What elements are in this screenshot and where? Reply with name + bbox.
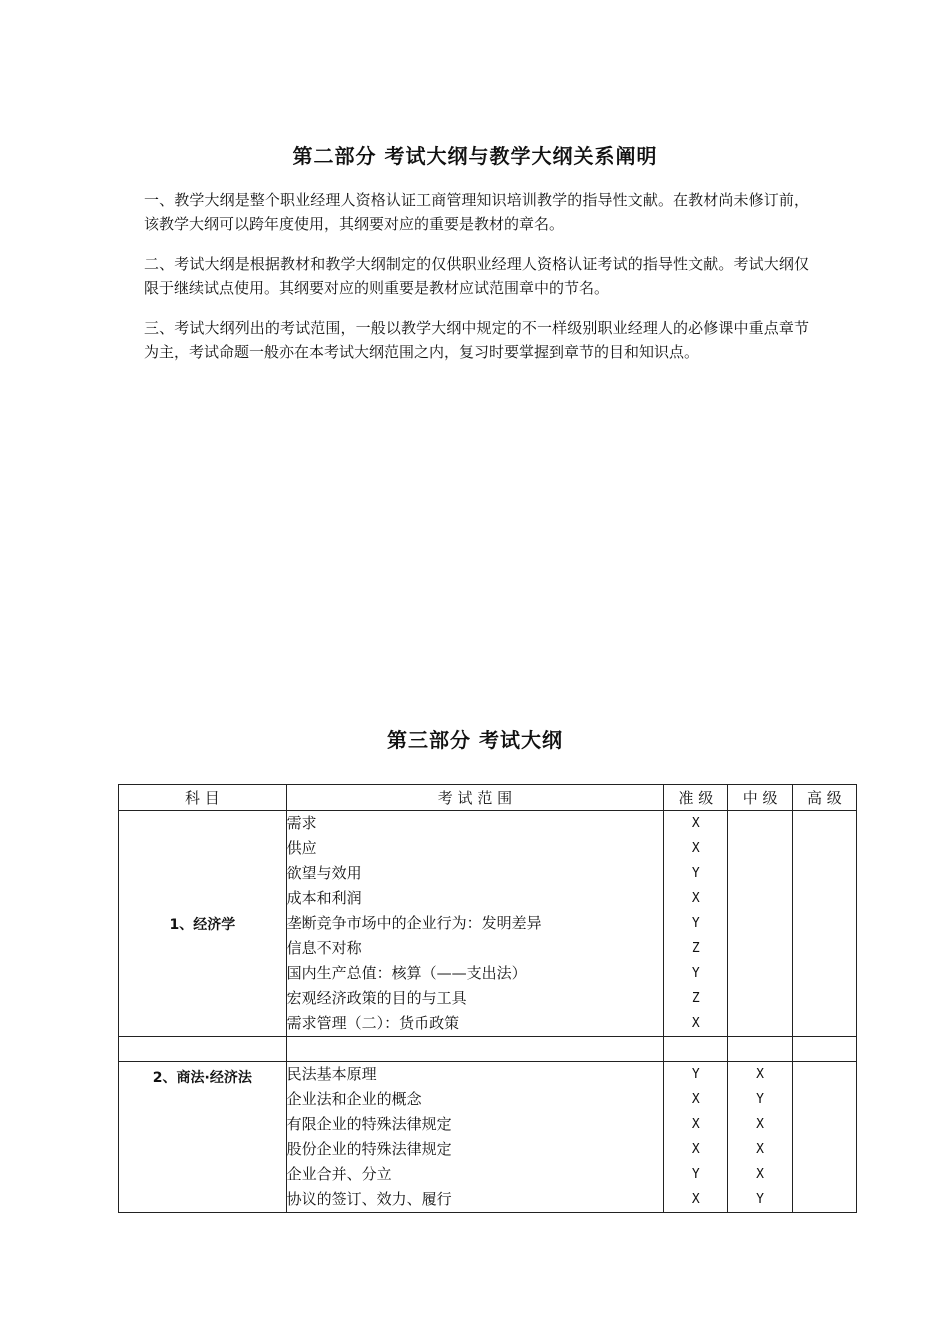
level-mark: X <box>691 1142 700 1157</box>
part2-title: 第二部分 考试大纲与教学大纲关系阐明 <box>292 144 658 168</box>
level-mark: Y <box>756 1092 764 1107</box>
level-mark: X <box>756 1167 764 1182</box>
paragraph-3: 三、考试大纲列出的考试范围，一般以教学大纲中规定的不一样级别职业经理人的必修课中重点章节为主，考试命题一般亦在本考试大纲范围之内，复习时要掌握到章节的目和知识点。 <box>144 319 809 361</box>
senior-level-column <box>792 811 856 1037</box>
header-subject: 科 目 <box>119 785 287 811</box>
level-mark: Y <box>691 1067 700 1082</box>
topic-item: 企业合并、分立 <box>286 1165 392 1183</box>
level-mark: X <box>691 816 700 831</box>
topic-item: 国内生产总值：核算（——支出法） <box>286 964 527 982</box>
level-mark: X <box>756 1142 764 1157</box>
topic-item: 需求 <box>286 814 317 832</box>
topic-item: 成本和利润 <box>286 889 362 907</box>
table-row-economics <box>119 811 857 1037</box>
empty-cell <box>728 1037 792 1062</box>
level-mark: X <box>691 1016 700 1031</box>
empty-cell <box>119 1037 287 1062</box>
header-scope: 考 试 范 围 <box>286 785 664 811</box>
level-mark: X <box>756 1067 764 1082</box>
level-mark: X <box>691 1117 700 1132</box>
header-middle: 中 级 <box>728 785 792 811</box>
header-senior: 高 级 <box>792 785 856 811</box>
level-mark: Y <box>691 966 700 981</box>
topic-item: 有限企业的特殊法律规定 <box>286 1115 452 1133</box>
scope-list <box>286 811 664 1037</box>
topic-item: 协议的签订、效力、履行 <box>286 1190 452 1208</box>
level-mark: Z <box>691 991 700 1006</box>
level-mark: Z <box>691 941 700 956</box>
middle-level-column <box>728 811 792 1037</box>
topic-item: 供应 <box>286 839 317 857</box>
subject-economics: 1、经济学 <box>119 811 287 1037</box>
header-junior: 准 级 <box>664 785 728 811</box>
exam-outline-table <box>118 784 857 1213</box>
paragraph-1: 一、教学大纲是整个职业经理人资格认证工商管理知识培训教学的指导性文献。在教材尚未修订前，该教学大纲可以跨年度使用，其纲要对应的重要是教材的章名。 <box>144 191 809 233</box>
table-row-spacer <box>119 1037 857 1062</box>
level-mark: Y <box>691 916 700 931</box>
level-mark: X <box>756 1117 764 1132</box>
junior-level-column <box>664 1062 728 1213</box>
topic-item: 欲望与效用 <box>286 864 362 882</box>
level-mark: X <box>691 891 700 906</box>
level-mark: X <box>691 1192 700 1207</box>
topic-item: 需求管理（二）：货币政策 <box>286 1014 460 1032</box>
middle-level-column <box>728 1062 792 1213</box>
level-mark: Y <box>691 1167 700 1182</box>
topic-item: 民法基本原理 <box>286 1065 377 1083</box>
topic-item: 企业法和企业的概念 <box>286 1090 422 1108</box>
table-row-commercial-law <box>119 1062 857 1213</box>
level-mark: Y <box>691 866 700 881</box>
topic-item: 宏观经济政策的目的与工具 <box>286 989 467 1007</box>
topic-item: 股份企业的特殊法律规定 <box>286 1140 452 1158</box>
empty-cell <box>286 1037 664 1062</box>
part3-title: 第三部分 考试大纲 <box>387 728 563 752</box>
empty-cell <box>792 1037 856 1062</box>
empty-cell <box>664 1037 728 1062</box>
level-mark: Y <box>756 1192 764 1207</box>
level-mark: X <box>691 1092 700 1107</box>
topic-item: 垄断竞争市场中的企业行为：发明差异 <box>286 914 542 932</box>
scope-list <box>286 1062 664 1213</box>
paragraph-2: 二、考试大纲是根据教材和教学大纲制定的仅供职业经理人资格认证考试的指导性文献。考试大纲仅限于继续试点使用。其纲要对应的则重要是教材应试范围章中的节名。 <box>144 255 809 297</box>
level-mark: X <box>691 841 700 856</box>
junior-level-column <box>664 811 728 1037</box>
topic-item: 信息不对称 <box>286 939 362 957</box>
subject-commercial-law: 2、商法·经济法 <box>119 1062 287 1213</box>
senior-level-column <box>792 1062 856 1213</box>
table-header-row <box>119 785 857 811</box>
